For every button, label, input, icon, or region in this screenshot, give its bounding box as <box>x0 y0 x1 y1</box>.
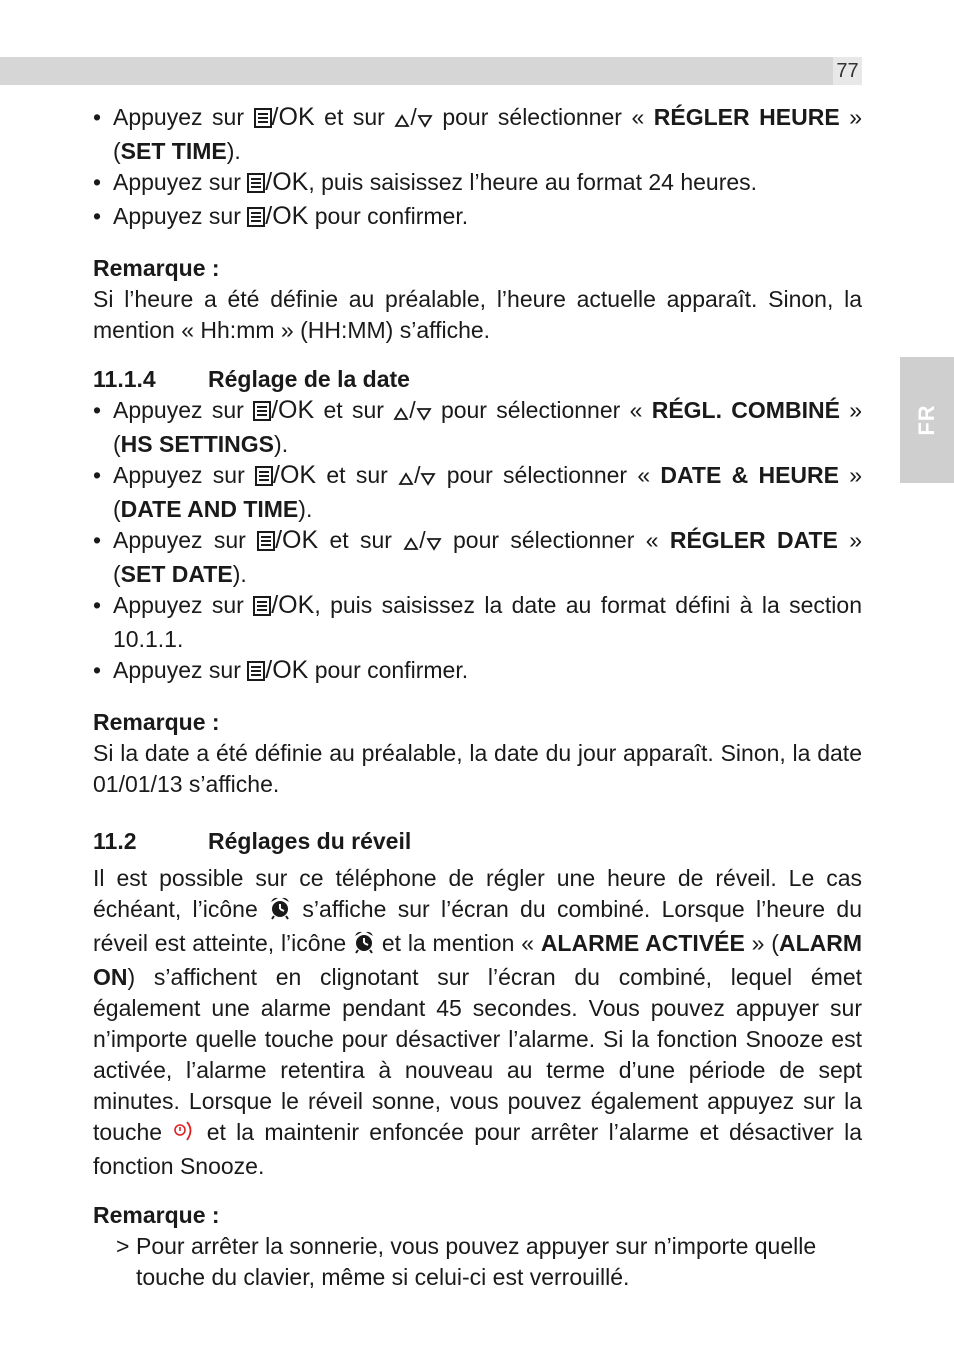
alarm-clock-icon <box>353 930 375 962</box>
up-arrow-icon <box>403 528 419 559</box>
menu-icon <box>247 204 265 235</box>
section-title: Réglage de la date <box>208 366 410 392</box>
page-number: 77 <box>833 57 862 85</box>
list-item: • Appuyez sur /OK pour confirmer. <box>93 655 862 689</box>
up-arrow-icon <box>394 105 410 136</box>
alarm-clock-icon <box>269 896 291 928</box>
ok-key-label: /OK <box>265 202 309 230</box>
ok-key-label: /OK <box>275 526 319 554</box>
page-content <box>93 102 862 1293</box>
power-end-key-icon <box>172 1119 196 1151</box>
up-arrow-icon <box>398 463 414 494</box>
menu-icon <box>247 658 265 689</box>
ok-key-label: /OK <box>273 461 317 489</box>
note-text: > Pour arrêter la sonnerie, vous pouvez appuyer sur n’importe quelle touche du clavier, même si celui-ci est verrouillé. <box>116 1233 817 1290</box>
list-item: • Appuyez sur /OK, puis saisissez l’heure au format 24 heures. <box>93 167 862 201</box>
menu-icon <box>257 528 275 559</box>
ok-key-label: /OK <box>265 656 309 684</box>
note-title: Remarque : <box>93 1202 220 1228</box>
menu-icon <box>254 105 272 136</box>
list-item: • Appuyez sur /OK, puis saisissez la date au format défini à la section 10.1.1. <box>93 590 862 655</box>
menu-icon <box>255 463 273 494</box>
ok-key-label: /OK <box>271 103 315 131</box>
list-item: • Appuyez sur /OK et sur / pour sélectionner « RÉGL. COMBINÉ » (HS SETTINGS). <box>93 395 862 460</box>
list-item: • Appuyez sur /OK et sur / pour sélectionner « DATE & HEURE » (DATE AND TIME). <box>93 460 862 525</box>
language-tab <box>900 357 954 483</box>
body-paragraph: Il est possible sur ce téléphone de régler une heure de réveil. Le cas échéant, l’icône s’affiche sur l’écran du combiné. Lorsque l’heure du réveil est atteinte, l’icône et la mention « ALARME ACTIVÉE » (ALARM ON) s’affichent en clignotant sur l’écran du combiné, lequel émet également une alarme pendant 45 secondes. Vous pouvez appuyer sur n’importe quelle touche pour désactiver l’alarme. Si la fonction Snooze est activée, l’alarme retentira à nouveau au terme d’une période de sept minutes. Lorsque le réveil sonne, vous pouvez également appuyez sur la touche et la maintenir enfoncée pour arrêter l’alarme et désactiver la fonction Snooze. <box>93 865 862 1179</box>
section-number: 11.1.4 <box>93 366 156 392</box>
language-tab-label: FR <box>914 404 939 436</box>
note-title: Remarque : <box>93 709 220 735</box>
section-number: 11.2 <box>93 828 137 854</box>
menu-icon <box>253 398 271 429</box>
ok-key-label: /OK <box>265 168 309 196</box>
down-arrow-icon <box>420 463 436 494</box>
header-bar <box>0 57 862 85</box>
ok-key-label: /OK <box>271 591 315 619</box>
list-item: • Appuyez sur /OK et sur / pour sélectionner « RÉGLER DATE » (SET DATE). <box>93 525 862 590</box>
down-arrow-icon <box>416 398 432 429</box>
note-text: Si l’heure a été définie au préalable, l’heure actuelle apparaît. Sinon, la mention « Hh:mm » (HH:MM) s’affiche. <box>93 286 862 343</box>
menu-icon <box>253 593 271 624</box>
ok-key-label: /OK <box>271 396 315 424</box>
section-title: Réglages du réveil <box>208 828 412 854</box>
menu-icon <box>247 170 265 201</box>
down-arrow-icon <box>417 105 433 136</box>
list-item: • Appuyez sur /OK pour confirmer. <box>93 201 862 235</box>
section-heading <box>93 826 862 857</box>
note-title: Remarque : <box>93 255 220 281</box>
note-text: Si la date a été définie au préalable, la date du jour apparaît. Sinon, la date 01/01/13 s’affiche. <box>93 740 862 797</box>
note-marker: > <box>116 1233 130 1259</box>
down-arrow-icon <box>426 528 442 559</box>
section-heading <box>93 364 862 395</box>
list-item: • Appuyez sur /OK et sur / pour sélectionner « RÉGLER HEURE » (SET TIME). <box>93 102 862 167</box>
up-arrow-icon <box>393 398 409 429</box>
